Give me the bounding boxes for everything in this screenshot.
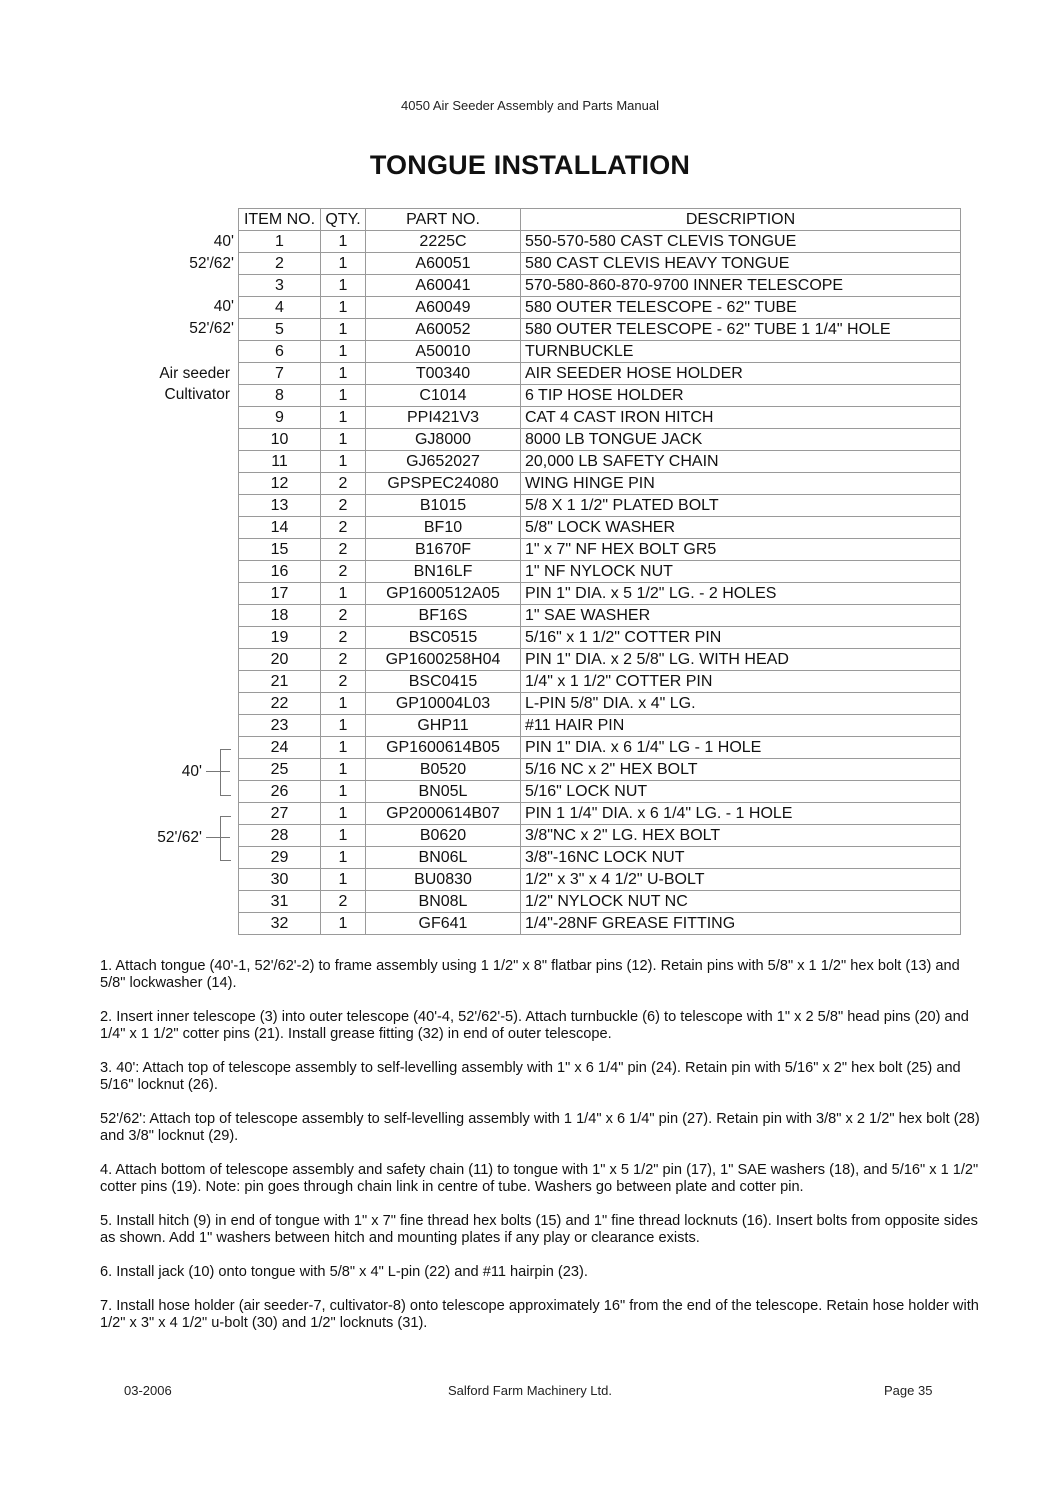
cell-qty: 1 <box>321 583 366 605</box>
table-row <box>239 297 961 319</box>
cell-description: 5/16 NC x 2" HEX BOLT <box>521 759 961 781</box>
table-row <box>239 363 961 385</box>
cell-qty: 1 <box>321 847 366 869</box>
table-row <box>239 451 961 473</box>
cell-part-no: A60041 <box>366 275 521 297</box>
cell-description: 5/16" LOCK NUT <box>521 781 961 803</box>
cell-item-no: 7 <box>239 363 321 385</box>
table-row <box>239 803 961 825</box>
cell-part-no: BN06L <box>366 847 521 869</box>
table-row <box>239 869 961 891</box>
cell-part-no: GF641 <box>366 913 521 935</box>
cell-description: 550-570-580 CAST CLEVIS TONGUE <box>521 231 961 253</box>
cell-qty: 2 <box>321 649 366 671</box>
cell-description: 6 TIP HOSE HOLDER <box>521 385 961 407</box>
cell-item-no: 19 <box>239 627 321 649</box>
cell-qty: 1 <box>321 803 366 825</box>
cell-description: 5/16" x 1 1/2" COTTER PIN <box>521 627 961 649</box>
cell-qty: 1 <box>321 253 366 275</box>
cell-part-no: A60049 <box>366 297 521 319</box>
cell-item-no: 17 <box>239 583 321 605</box>
cell-part-no: GHP11 <box>366 715 521 737</box>
cell-item-no: 27 <box>239 803 321 825</box>
bracket-52-62-group <box>220 816 231 861</box>
cell-description: 3/8"NC x 2" LG. HEX BOLT <box>521 825 961 847</box>
table-row <box>239 341 961 363</box>
cell-item-no: 10 <box>239 429 321 451</box>
cell-part-no: GP1600512A05 <box>366 583 521 605</box>
cell-item-no: 28 <box>239 825 321 847</box>
parts-table-body <box>239 231 961 935</box>
table-row <box>239 495 961 517</box>
cell-part-no: B0520 <box>366 759 521 781</box>
cell-part-no: GP1600614B05 <box>366 737 521 759</box>
cell-item-no: 4 <box>239 297 321 319</box>
cell-description: TURNBUCKLE <box>521 341 961 363</box>
table-row <box>239 539 961 561</box>
table-row <box>239 737 961 759</box>
cell-part-no: GP10004L03 <box>366 693 521 715</box>
column-header-item-no: ITEM NO. <box>239 209 321 231</box>
cell-description: 580 OUTER TELESCOPE - 62" TUBE 1 1/4" HOLE <box>521 319 961 341</box>
cell-qty: 1 <box>321 913 366 935</box>
side-label-52-62-row2: 52'/62' <box>189 255 234 272</box>
cell-item-no: 16 <box>239 561 321 583</box>
table-row <box>239 429 961 451</box>
cell-qty: 1 <box>321 715 366 737</box>
cell-qty: 1 <box>321 319 366 341</box>
cell-part-no: BF16S <box>366 605 521 627</box>
cell-part-no: BN05L <box>366 781 521 803</box>
cell-item-no: 1 <box>239 231 321 253</box>
cell-description: #11 HAIR PIN <box>521 715 961 737</box>
cell-item-no: 25 <box>239 759 321 781</box>
cell-item-no: 23 <box>239 715 321 737</box>
cell-description: 1" NF NYLOCK NUT <box>521 561 961 583</box>
cell-qty: 2 <box>321 891 366 913</box>
cell-description: 1" x 7" NF HEX BOLT GR5 <box>521 539 961 561</box>
cell-item-no: 2 <box>239 253 321 275</box>
instruction-step-6: 6. Install jack (10) onto tongue with 5/8" x 4" L-pin (22) and #11 hairpin (23). <box>100 1264 588 1280</box>
instruction-step-2: 2. Insert inner telescope (3) into outer telescope (40'-4, 52'/62'-5). Attach turnbuckle (6) to telescope with 1" x 2 5/8" head pins (20) and 1/4" x 1 1/2" cotter pins (21). Install grease fitting (32) in end of outer telescope. <box>100 1009 969 1042</box>
cell-part-no: BF10 <box>366 517 521 539</box>
bracket-40-group <box>220 749 231 796</box>
cell-part-no: 2225C <box>366 231 521 253</box>
cell-item-no: 13 <box>239 495 321 517</box>
cell-description: 20,000 LB SAFETY CHAIN <box>521 451 961 473</box>
table-row <box>239 847 961 869</box>
cell-part-no: T00340 <box>366 363 521 385</box>
table-row <box>239 275 961 297</box>
side-label-air-seeder: Air seeder <box>159 365 230 382</box>
cell-item-no: 26 <box>239 781 321 803</box>
cell-qty: 1 <box>321 407 366 429</box>
instruction-step-5: 5. Install hitch (9) in end of tongue with 1" x 7" fine thread hex bolts (15) and 1" fine thread locknuts (16). Insert bolts from opposite sides as shown. Add 1" washers between hitch and mounting plates if any play or clearance exists. <box>100 1213 978 1246</box>
footer-date: 03-2006 <box>124 1383 172 1398</box>
side-label-cultivator: Cultivator <box>164 386 230 403</box>
cell-part-no: C1014 <box>366 385 521 407</box>
cell-description: 5/8 X 1 1/2" PLATED BOLT <box>521 495 961 517</box>
cell-qty: 2 <box>321 539 366 561</box>
cell-description: 580 CAST CLEVIS HEAVY TONGUE <box>521 253 961 275</box>
table-row <box>239 407 961 429</box>
table-row <box>239 649 961 671</box>
cell-item-no: 8 <box>239 385 321 407</box>
column-header-part-no: PART NO. <box>366 209 521 231</box>
cell-part-no: B1015 <box>366 495 521 517</box>
instruction-step-7: 7. Install hose holder (air seeder-7, cultivator-8) onto telescope approximately 16" from the end of the telescope. Retain hose holder with 1/2" x 3" x 4 1/2" u-bolt (30) and 1/2" locknuts (31). <box>100 1298 979 1331</box>
column-header-description: DESCRIPTION <box>521 209 961 231</box>
cell-qty: 2 <box>321 495 366 517</box>
table-row <box>239 517 961 539</box>
cell-item-no: 24 <box>239 737 321 759</box>
table-row <box>239 715 961 737</box>
cell-description: PIN 1 1/4" DIA. x 6 1/4" LG. - 1 HOLE <box>521 803 961 825</box>
cell-part-no: A60051 <box>366 253 521 275</box>
cell-item-no: 6 <box>239 341 321 363</box>
cell-description: 580 OUTER TELESCOPE - 62" TUBE <box>521 297 961 319</box>
cell-qty: 1 <box>321 825 366 847</box>
cell-item-no: 32 <box>239 913 321 935</box>
cell-item-no: 29 <box>239 847 321 869</box>
cell-qty: 2 <box>321 605 366 627</box>
cell-item-no: 20 <box>239 649 321 671</box>
cell-qty: 1 <box>321 275 366 297</box>
table-row <box>239 583 961 605</box>
cell-qty: 1 <box>321 693 366 715</box>
bracket-tick-52-62-group <box>206 837 230 838</box>
table-row <box>239 561 961 583</box>
table-row <box>239 473 961 495</box>
instruction-step-3b: 52'/62': Attach top of telescope assembly to self-levelling assembly with 1 1/4" x 6 1/4" pin (27). Retain pin with 3/8" x 2 1/2" hex bolt (28) and 3/8" locknut (29). <box>100 1111 980 1144</box>
cell-part-no: BSC0515 <box>366 627 521 649</box>
cell-qty: 2 <box>321 517 366 539</box>
cell-qty: 1 <box>321 869 366 891</box>
table-row <box>239 891 961 913</box>
footer-company: Salford Farm Machinery Ltd. <box>447 1383 612 1398</box>
cell-description: 1/4"-28NF GREASE FITTING <box>521 913 961 935</box>
table-row <box>239 627 961 649</box>
side-label-52-62-row5: 52'/62' <box>189 320 234 337</box>
table-row <box>239 671 961 693</box>
table-row <box>239 319 961 341</box>
cell-qty: 1 <box>321 781 366 803</box>
cell-item-no: 18 <box>239 605 321 627</box>
table-row <box>239 231 961 253</box>
cell-description: 5/8" LOCK WASHER <box>521 517 961 539</box>
cell-qty: 2 <box>321 627 366 649</box>
cell-description: 1/4" x 1 1/2" COTTER PIN <box>521 671 961 693</box>
cell-qty: 1 <box>321 429 366 451</box>
table-row <box>239 253 961 275</box>
column-header-qty: QTY. <box>321 209 366 231</box>
cell-description: PIN 1" DIA. x 6 1/4" LG - 1 HOLE <box>521 737 961 759</box>
side-label-40-row1: 40' <box>213 233 234 250</box>
cell-qty: 1 <box>321 363 366 385</box>
cell-description: 8000 LB TONGUE JACK <box>521 429 961 451</box>
cell-qty: 1 <box>321 341 366 363</box>
cell-part-no: BU0830 <box>366 869 521 891</box>
cell-qty: 1 <box>321 737 366 759</box>
instruction-step-4: 4. Attach bottom of telescope assembly and safety chain (11) to tongue with 1" x 5 1/2" pin (17), 1" SAE washers (18), and 5/16" x 1 1/2" cotter pins (19). Note: pin goes through chain link in centre of tube. Washers go between plate and cotter pin. <box>100 1162 979 1195</box>
cell-description: CAT 4 CAST IRON HITCH <box>521 407 961 429</box>
side-label-40-group: 40' <box>181 763 202 780</box>
cell-qty: 1 <box>321 759 366 781</box>
cell-description: WING HINGE PIN <box>521 473 961 495</box>
cell-item-no: 15 <box>239 539 321 561</box>
cell-item-no: 3 <box>239 275 321 297</box>
cell-qty: 2 <box>321 671 366 693</box>
page-title: TONGUE INSTALLATION <box>369 150 691 180</box>
cell-description: PIN 1" DIA. x 5 1/2" LG. - 2 HOLES <box>521 583 961 605</box>
cell-description: 1/2" NYLOCK NUT NC <box>521 891 961 913</box>
cell-description: L-PIN 5/8" DIA. x 4" LG. <box>521 693 961 715</box>
table-row <box>239 781 961 803</box>
cell-qty: 1 <box>321 385 366 407</box>
cell-part-no: BSC0415 <box>366 671 521 693</box>
cell-qty: 1 <box>321 231 366 253</box>
table-row <box>239 385 961 407</box>
table-row <box>239 693 961 715</box>
cell-part-no: B1670F <box>366 539 521 561</box>
cell-item-no: 31 <box>239 891 321 913</box>
cell-part-no: GJ8000 <box>366 429 521 451</box>
instruction-step-3: 3. 40': Attach top of telescope assembly to self-levelling assembly with 1" x 6 1/4" pin (24). Retain pin with 5/16" x 2" hex bolt (25) and 5/16" locknut (26). <box>100 1060 961 1093</box>
table-row <box>239 825 961 847</box>
cell-qty: 2 <box>321 561 366 583</box>
side-label-52-62-group: 52'/62' <box>157 829 202 846</box>
cell-part-no: B0620 <box>366 825 521 847</box>
cell-description: 1/2" x 3" x 4 1/2" U-BOLT <box>521 869 961 891</box>
cell-item-no: 9 <box>239 407 321 429</box>
cell-part-no: BN16LF <box>366 561 521 583</box>
cell-item-no: 30 <box>239 869 321 891</box>
instructions-section <box>100 958 980 1349</box>
cell-part-no: GPSPEC24080 <box>366 473 521 495</box>
table-header-row <box>239 209 961 231</box>
table-row <box>239 759 961 781</box>
cell-description: 570-580-860-870-9700 INNER TELESCOPE <box>521 275 961 297</box>
cell-description: AIR SEEDER HOSE HOLDER <box>521 363 961 385</box>
cell-qty: 1 <box>321 451 366 473</box>
cell-qty: 1 <box>321 297 366 319</box>
cell-part-no: BN08L <box>366 891 521 913</box>
table-row <box>239 913 961 935</box>
cell-part-no: GP2000614B07 <box>366 803 521 825</box>
cell-description: 3/8"-16NC LOCK NUT <box>521 847 961 869</box>
cell-qty: 2 <box>321 473 366 495</box>
cell-part-no: GJ652027 <box>366 451 521 473</box>
cell-description: PIN 1" DIA. x 2 5/8" LG. WITH HEAD <box>521 649 961 671</box>
parts-table <box>238 208 961 935</box>
table-row <box>239 605 961 627</box>
cell-item-no: 12 <box>239 473 321 495</box>
cell-item-no: 21 <box>239 671 321 693</box>
cell-item-no: 11 <box>239 451 321 473</box>
cell-item-no: 5 <box>239 319 321 341</box>
cell-description: 1" SAE WASHER <box>521 605 961 627</box>
cell-item-no: 14 <box>239 517 321 539</box>
cell-part-no: GP1600258H04 <box>366 649 521 671</box>
instruction-step-1: 1. Attach tongue (40'-1, 52'/62'-2) to frame assembly using 1 1/2" x 8" flatbar pins (12). Retain pins with 5/8" x 1 1/2" hex bolt (13) and 5/8" lockwasher (14). <box>100 958 960 991</box>
footer-page-number: Page 35 <box>884 1383 933 1398</box>
cell-item-no: 22 <box>239 693 321 715</box>
cell-part-no: PPI421V3 <box>366 407 521 429</box>
manual-title: 4050 Air Seeder Assembly and Parts Manual <box>401 98 659 113</box>
bracket-tick-40-group <box>206 771 230 772</box>
cell-part-no: A50010 <box>366 341 521 363</box>
side-label-40-row4: 40' <box>213 298 234 315</box>
cell-part-no: A60052 <box>366 319 521 341</box>
